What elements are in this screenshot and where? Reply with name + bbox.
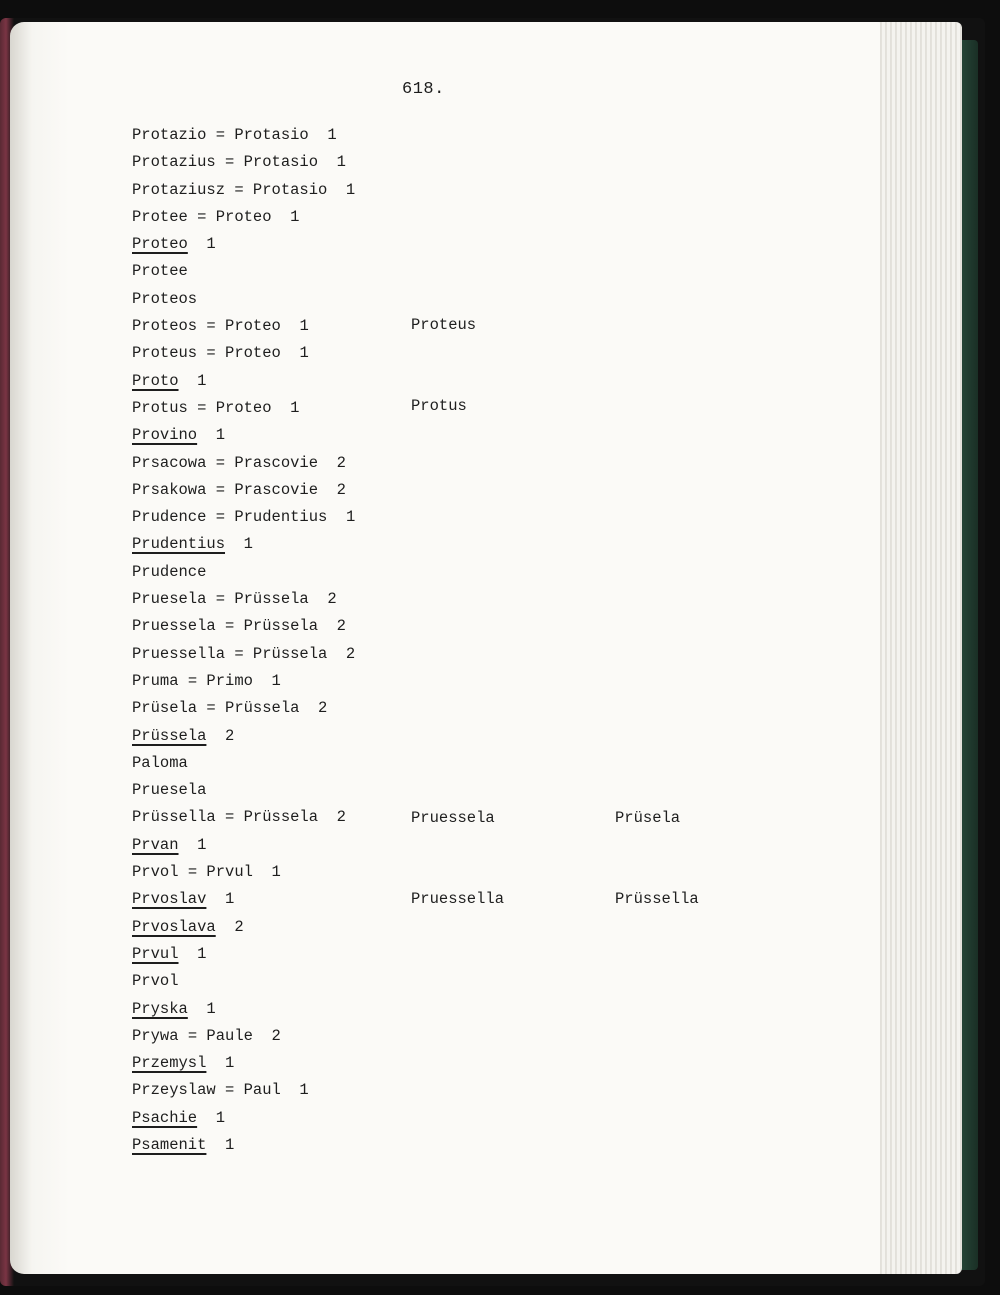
page-edges [872, 22, 962, 1274]
variant-name: Pruessela [411, 808, 495, 827]
index-entry [132, 804, 355, 831]
entry-name: Pruesela [132, 781, 207, 800]
entry-reference: = Prüssela 2 [215, 617, 346, 636]
entry-name: Prsakowa [132, 480, 207, 499]
entry-reference: 1 [225, 535, 253, 554]
entry-reference: = Prascovie 2 [206, 480, 346, 499]
entry-name: Prvol [132, 863, 179, 882]
entry-reference: = Proteo 1 [197, 344, 309, 363]
entry-name: Prsacowa [132, 453, 207, 472]
entry-reference: = Prascovie 2 [206, 453, 346, 472]
entry-name: Przeyslaw [132, 1081, 216, 1100]
variant-group-prussela-col3 [615, 750, 699, 941]
variant-group-prussela-col2 [411, 750, 504, 941]
entry-reference: = Protasio 1 [206, 126, 337, 144]
index-entry [132, 450, 355, 477]
entry-name: Prvul [132, 944, 179, 963]
entry-name: Prvan [132, 835, 179, 854]
variant-name: Protus [411, 397, 467, 416]
entry-reference: = Prvul 1 [178, 863, 281, 882]
variant-name: Pruessella [411, 890, 505, 909]
index-entry [132, 149, 355, 176]
entry-name: Proteo [132, 235, 188, 254]
entry-name: Psachie [132, 1108, 198, 1127]
index-entry [132, 122, 355, 149]
entry-reference: = Prudentius 1 [206, 508, 356, 527]
index-entry [132, 286, 355, 313]
entry-reference: = Paul 1 [215, 1081, 309, 1100]
entry-reference: 1 [206, 890, 235, 909]
variant-name: Prüsela [615, 808, 681, 827]
entry-name: Prvoslava [132, 917, 216, 936]
index-entry [132, 1105, 355, 1132]
entry-name: Psamenit [132, 1135, 207, 1154]
entry-name: Paloma [132, 753, 188, 772]
entry-name: Proteus [132, 344, 198, 363]
entry-reference: 1 [197, 1108, 226, 1127]
index-entry [132, 258, 355, 285]
entry-reference: 1 [178, 835, 207, 854]
entry-name: Prvoslav [132, 890, 207, 909]
entry-name: Protus [132, 398, 188, 417]
index-entry [132, 668, 355, 695]
index-entry [132, 395, 355, 422]
index-entry [132, 531, 355, 558]
entry-reference: = Prüssela 2 [197, 699, 328, 718]
entry-reference: = Prüssela 2 [215, 808, 346, 827]
entry-reference: 1 [197, 426, 226, 445]
entry-reference: 1 [178, 944, 207, 963]
index-entry [132, 832, 355, 859]
entry-name: Pryska [132, 999, 188, 1018]
index-entry [132, 914, 355, 941]
index-entry [132, 968, 355, 995]
index-entry [132, 231, 355, 258]
entry-reference: 1 [206, 1135, 235, 1154]
entry-name: Provino [132, 426, 198, 445]
entry-name: Prüssella [132, 808, 216, 827]
entry-name: Pruesela [132, 590, 207, 609]
index-entry [132, 1023, 355, 1050]
index-entry [132, 641, 355, 668]
index-entry [132, 313, 355, 340]
index-entry [132, 177, 355, 204]
entry-name: Pruessela [132, 617, 216, 636]
entry-name: Protazio [132, 126, 207, 144]
entry-name: Proteos [132, 317, 198, 336]
index-entry [132, 1050, 355, 1077]
entry-name: Prüsela [132, 699, 198, 718]
entry-name: Prudence [132, 508, 207, 527]
index-entry [132, 886, 355, 913]
entry-name: Proto [132, 371, 179, 390]
entry-name: Protazius [132, 153, 216, 172]
page-number: 618. [402, 80, 445, 99]
variant-name: Proteus [411, 315, 477, 334]
entry-reference: 1 [206, 1054, 235, 1073]
index-entry [132, 477, 355, 504]
index-entry [132, 1077, 355, 1104]
entry-reference: = Prüssela 2 [206, 590, 337, 609]
index-entry [132, 695, 355, 722]
index-entry [132, 777, 355, 804]
entry-reference: 1 [187, 235, 216, 254]
entry-reference: = Protasio 1 [225, 180, 356, 199]
entry-name: Prudentius [132, 535, 226, 554]
index-entry [132, 204, 355, 231]
entry-reference: 1 [178, 371, 207, 390]
entry-name: Proteos [132, 289, 198, 308]
entry-name: Przemysl [132, 1054, 207, 1073]
entry-reference: = Primo 1 [178, 671, 281, 690]
variant-group-proteo [411, 257, 476, 448]
index-entry [132, 422, 355, 449]
entry-reference: = Proteo 1 [187, 398, 300, 417]
entry-reference: = Paule 2 [178, 1026, 281, 1045]
entry-name: Prvol [132, 972, 179, 991]
entry-reference: 2 [215, 917, 244, 936]
entry-reference: = Proteo 1 [187, 207, 300, 226]
index-entry [132, 750, 355, 777]
entry-name: Prudence [132, 562, 207, 581]
index-entry [132, 368, 355, 395]
index-entry [132, 504, 355, 531]
entry-reference: 2 [206, 726, 235, 745]
entry-reference: = Protasio 1 [215, 153, 346, 172]
index-entry [132, 1132, 355, 1159]
index-entry [132, 340, 355, 367]
index-entry [132, 859, 355, 886]
variant-name: Prüssella [615, 890, 699, 909]
index-entry [132, 941, 355, 968]
entry-name: Prywa [132, 1026, 179, 1045]
index-entry [132, 996, 355, 1023]
entry-name: Protee [132, 207, 188, 226]
index-entry [132, 723, 355, 750]
entry-reference: 1 [187, 999, 216, 1018]
entry-reference: = Prüssela 2 [225, 644, 356, 663]
entry-name: Pruessella [132, 644, 226, 663]
entry-name: Prüssela [132, 726, 207, 745]
entry-name: Protee [132, 262, 188, 281]
entry-name: Pruma [132, 671, 179, 690]
index-entry [132, 586, 355, 613]
entry-list [132, 122, 355, 1159]
index-entry [132, 559, 355, 586]
entry-reference: = Proteo 1 [197, 317, 309, 336]
index-entry [132, 613, 355, 640]
entry-name: Protaziusz [132, 180, 226, 199]
